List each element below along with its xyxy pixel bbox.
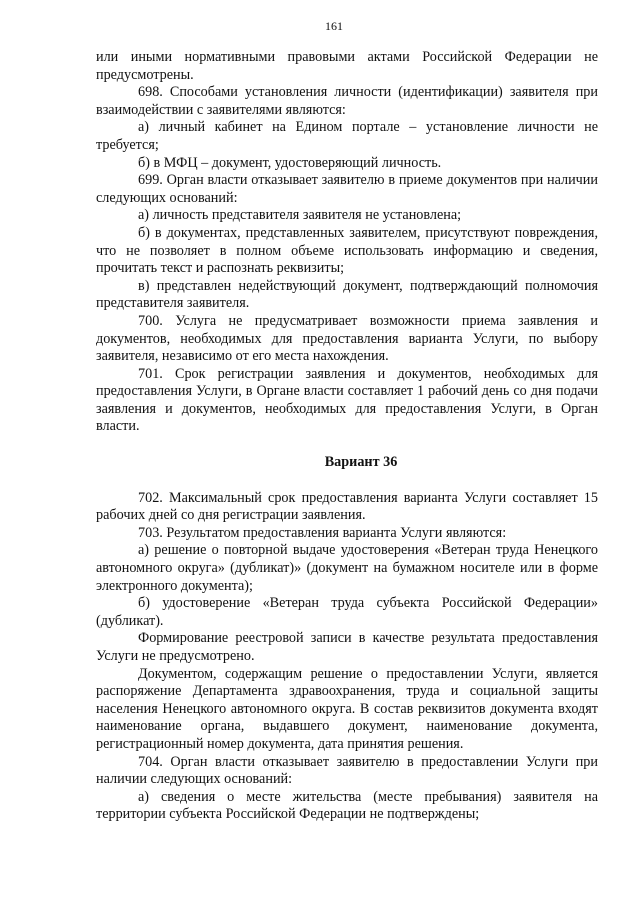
bottom-section	[96, 490, 598, 824]
paragraph: Документом, содержащим решение о предоставлении Услуги, является распоряжение Департамента здравоохранения, труда и социальной защиты населения Ненецкого автономного округа. В состав реквизитов документа входят наименование органа, выдавшего документ, наименование документа, регистрационный номер документа, дата принятия решения.	[96, 665, 598, 752]
paragraph: 700. Услуга не предусматривает возможности приема заявления и документов, необходимых для предоставления варианта Услуги, по выбору заявителя, независимо от его места нахождения.	[96, 312, 598, 365]
paragraph: а) личный кабинет на Едином портале – установление личности не требуется;	[96, 119, 598, 153]
paragraph: 699. Орган власти отказывает заявителю в приеме документов при наличии следующих оснований:	[96, 172, 598, 206]
paragraph: б) удостоверение «Ветеран труда субъекта Российской Федерации» (дубликат).	[96, 595, 598, 629]
paragraph: 703. Результатом предоставления варианта Услуги являются:	[138, 524, 507, 541]
page-number: 161	[325, 19, 343, 33]
paragraph: 702. Максимальный срок предоставления варианта Услуги составляет 15 рабочих дней со дня регистрации заявления.	[96, 489, 598, 524]
paragraph: б) в МФЦ – документ, удостоверяющий личность.	[138, 154, 442, 171]
paragraph: а) личность представителя заявителя не установлена;	[138, 207, 462, 224]
paragraph: 704. Орган власти отказывает заявителю в предоставлении Услуги при наличии следующих оснований:	[96, 753, 598, 788]
paragraph: 698. Способами установления личности (идентификации) заявителя при взаимодействии с заявителями являются:	[96, 84, 598, 118]
paragraph: 701. Срок регистрации заявления и документов, необходимых для предоставления Услуги, в Органе власти составляет 1 рабочий день со дня подачи заявления и документов, необходимых для предоставления Услуги, в Орган власти.	[96, 365, 598, 435]
top-section	[96, 49, 598, 436]
paragraph: а) решение о повторной выдаче удостоверения «Ветеран труда Ненецкого автономного округа» (дубликат)» (документ на бумажном носителе или в форме электронного документа);	[96, 542, 598, 594]
section-heading: Вариант 36	[324, 454, 398, 471]
paragraph: Формирование реестровой записи в качестве результата предоставления Услуги не предусмотрено.	[96, 630, 598, 664]
paragraph: или иными нормативными правовыми актами Российской Федерации не предусмотрены.	[96, 49, 598, 83]
paragraph: а) сведения о месте жительства (месте пребывания) заявителя на территории субъекта Российской Федерации не подтверждены;	[96, 788, 598, 823]
paragraph: б) в документах, представленных заявителем, присутствуют повреждения, что не позволяет в полном объеме использовать информацию и сведения, прочитать текст и распознать реквизиты;	[96, 224, 598, 277]
paragraph: в) представлен недействующий документ, подтверждающий полномочия представителя заявителя.	[96, 277, 598, 312]
